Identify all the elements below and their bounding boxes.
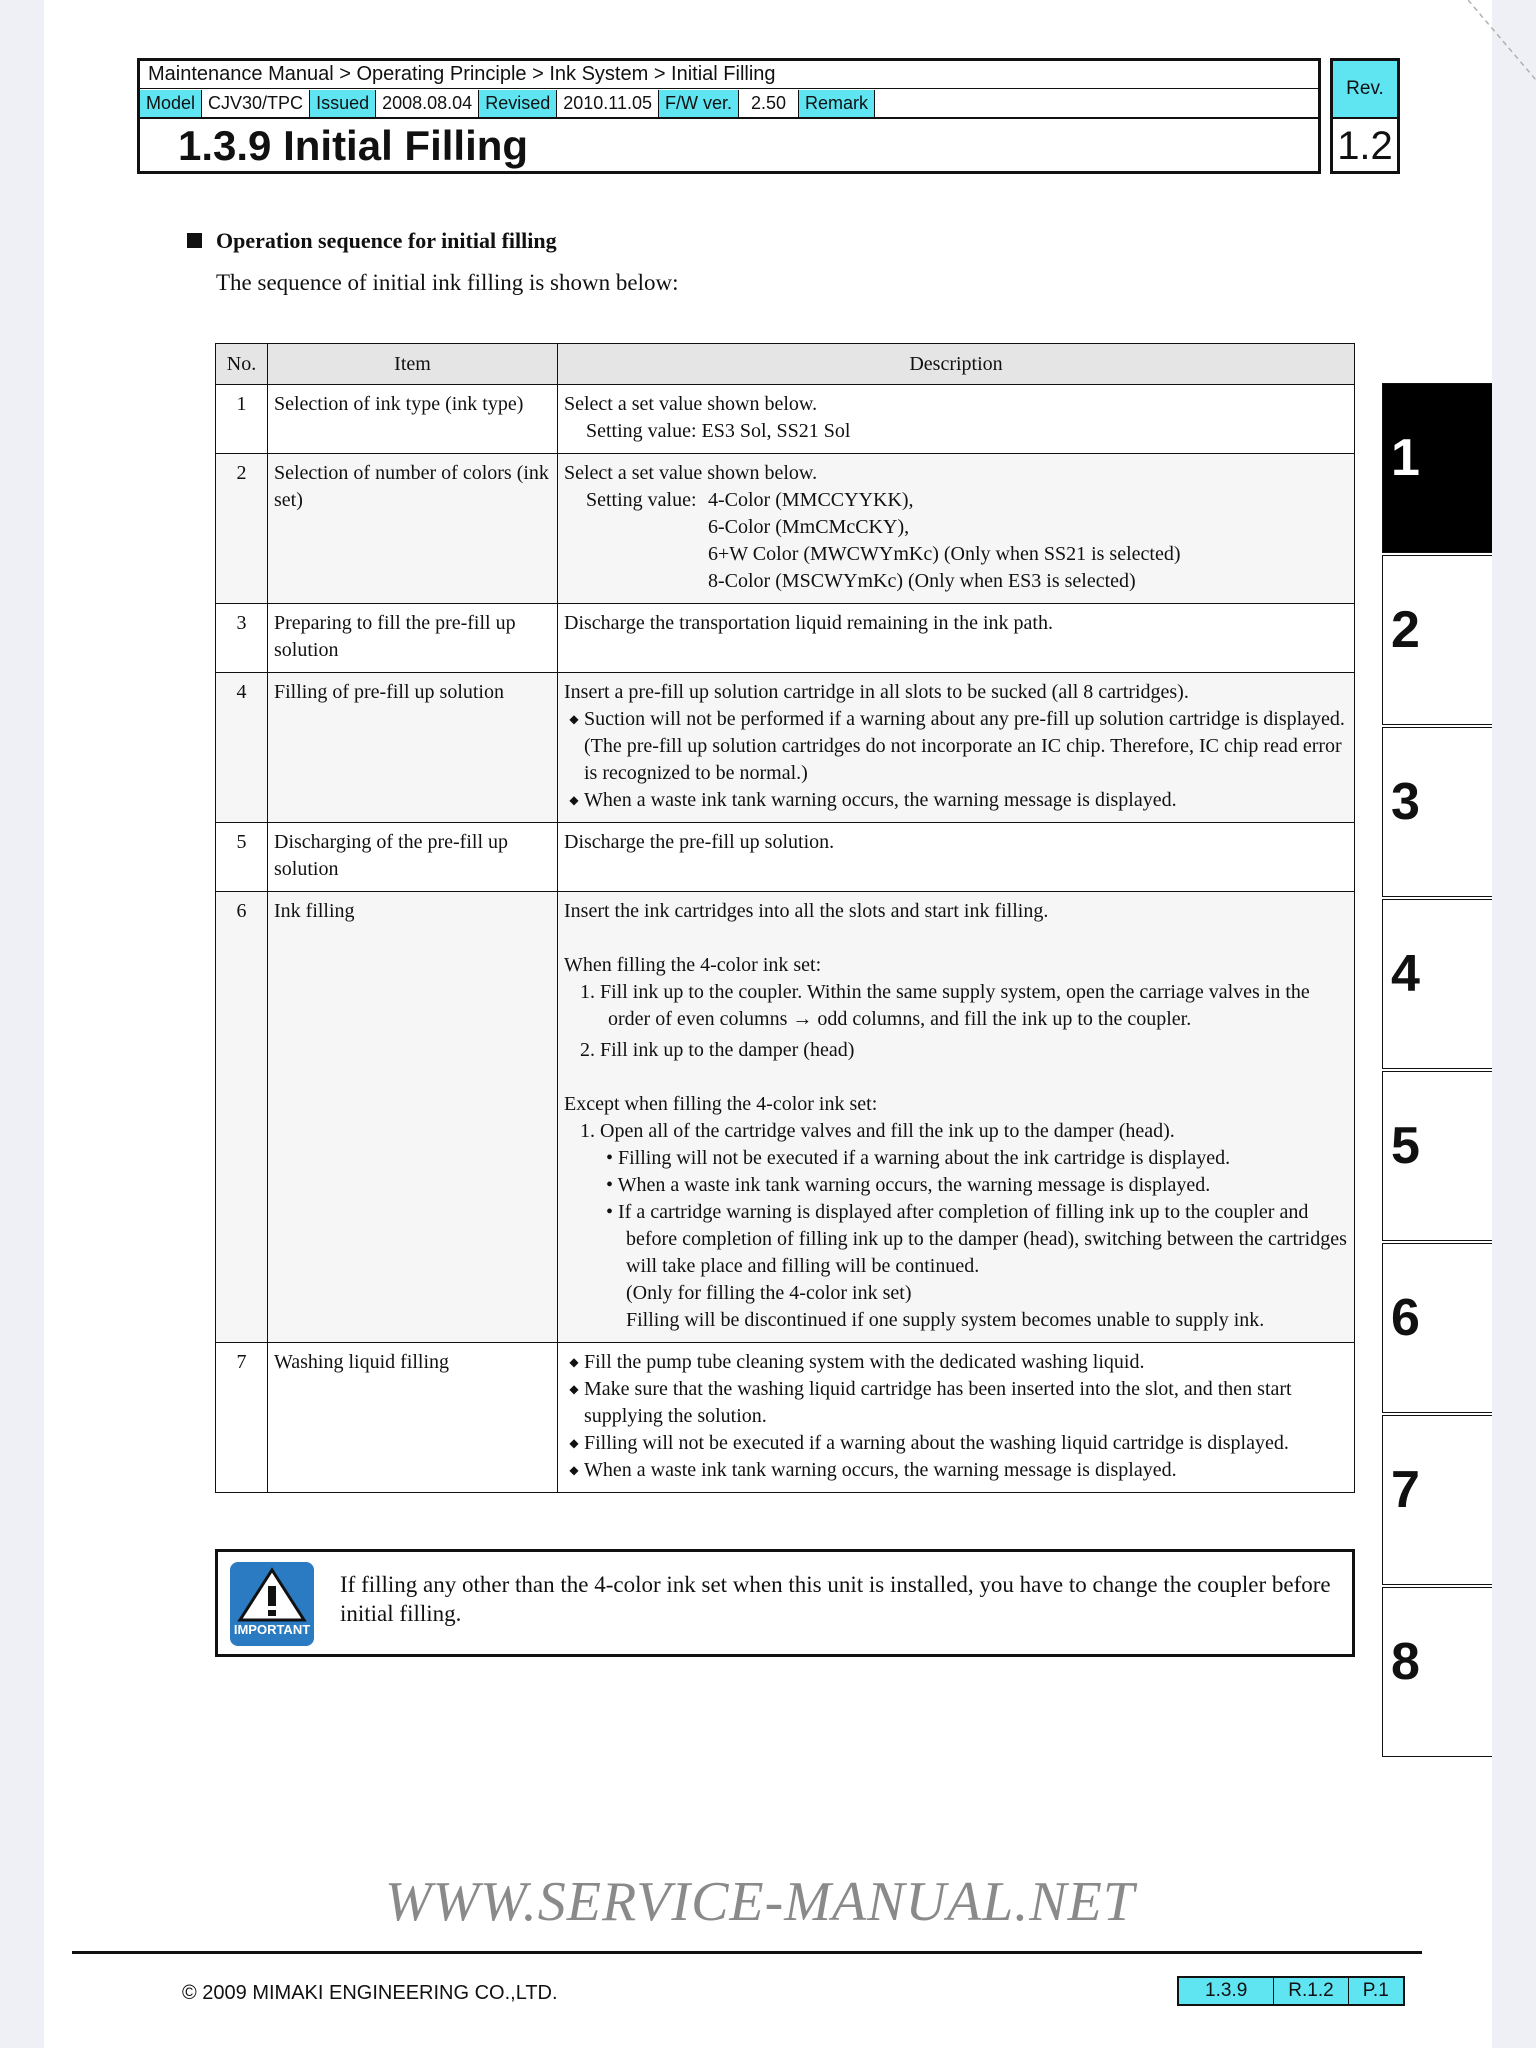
table-row xyxy=(216,385,1355,454)
table-row xyxy=(216,454,1355,604)
model-value: CJV30/TPC xyxy=(202,90,310,117)
row-item: Selection of ink type (ink type) xyxy=(268,385,558,454)
desc-line: Insert the ink cartridges into all the slots and start ink filling. xyxy=(564,900,1049,922)
diamond-bullet-item: ◆ When a waste ink tank warning occurs, the warning message is displayed. xyxy=(564,1457,1348,1484)
copyright: © 2009 MIMAKI ENGINEERING CO.,LTD. xyxy=(182,1982,558,2004)
chapter-tab-6[interactable]: 6 xyxy=(1382,1243,1492,1413)
row-description xyxy=(558,673,1355,823)
page-reference xyxy=(1177,1976,1405,2006)
chapter-tab-5[interactable]: 5 xyxy=(1382,1071,1492,1241)
row-description xyxy=(558,1343,1355,1493)
fw-label: F/W ver. xyxy=(659,90,739,117)
chapter-tab-4[interactable]: 4 xyxy=(1382,899,1492,1069)
important-text: If filling any other than the 4-color ink set when this unit is installed, you have to change the coupler before initial filling. xyxy=(340,1572,1331,1626)
footer-section: 1.3.9 xyxy=(1179,1978,1274,2004)
desc-line: Select a set value shown below. xyxy=(564,462,818,484)
header-no: No. xyxy=(216,344,268,385)
important-warning-icon xyxy=(230,1562,314,1646)
row-item: Ink filling xyxy=(268,892,558,1343)
row-description xyxy=(558,604,1355,673)
footer-revision: R.1.2 xyxy=(1274,1978,1348,2004)
row-no: 1 xyxy=(216,385,268,454)
table-row xyxy=(216,1343,1355,1493)
issued-label: Issued xyxy=(310,90,376,117)
chapter-tab-7[interactable]: 7 xyxy=(1382,1415,1492,1585)
diamond-bullet-item: ◆ Suction will not be performed if a warning about any pre-fill up solution cartridge is displayed. (The pre-fill up solution cartridges do not incorporate an IC chip. Therefore, IC chip read error is recognized to be normal.) xyxy=(564,706,1348,787)
option-text: 4-Color (MMCCYYKK), xyxy=(708,489,914,511)
row-item: Preparing to fill the pre-fill up solution xyxy=(268,604,558,673)
remark-label: Remark xyxy=(799,90,875,117)
numbered-step: 2. Fill ink up to the damper (head) xyxy=(580,1039,855,1061)
header-meta xyxy=(140,90,1318,119)
table-row xyxy=(216,673,1355,823)
row-description xyxy=(558,454,1355,604)
fw-value: 2.50 xyxy=(739,90,799,117)
desc-line: Except when filling the 4-color ink set: xyxy=(564,1093,878,1115)
row-item: Washing liquid filling xyxy=(268,1343,558,1493)
page-corner-decoration xyxy=(1468,0,1536,90)
table-row xyxy=(216,823,1355,892)
revision-box xyxy=(1330,58,1400,174)
desc-line: Setting value: ES3 Sol, SS21 Sol xyxy=(586,420,851,442)
square-bullet-icon xyxy=(187,233,202,248)
desc-line: Insert a pre-fill up solution cartridge in all slots to be sucked (all 8 cartridges). xyxy=(564,681,1189,703)
diamond-bullet-item: ◆ Fill the pump tube cleaning system with the dedicated washing liquid. xyxy=(564,1349,1348,1376)
desc-line xyxy=(564,487,1348,514)
header-description: Description xyxy=(558,344,1355,385)
row-item: Discharging of the pre-fill up solution xyxy=(268,823,558,892)
chapter-tab-2[interactable]: 2 xyxy=(1382,555,1492,725)
numbered-step: 1. Fill ink up to the coupler. Within the same supply system, open the carriage valves in the order of even columns → odd columns, and fill the ink up to the coupler. xyxy=(580,981,1310,1030)
row-item: Filling of pre-fill up solution xyxy=(268,673,558,823)
setting-label: Setting value: xyxy=(586,489,697,511)
row-no: 3 xyxy=(216,604,268,673)
revised-label: Revised xyxy=(479,90,557,117)
dot-bullet-item: • If a cartridge warning is displayed after completion of filling ink up to the coupler and before completion of filling ink up to the damper (head), switching between the cartridges will take place and filling will be continued. xyxy=(606,1201,1347,1277)
section-heading-text: Operation sequence for initial filling xyxy=(216,228,557,253)
chapter-tab-3[interactable]: 3 xyxy=(1382,727,1492,897)
breadcrumb: Maintenance Manual > Operating Principle > Ink System > Initial Filling xyxy=(140,61,1318,89)
row-description xyxy=(558,385,1355,454)
chapter-tab-8[interactable]: 8 xyxy=(1382,1587,1492,1757)
desc-line: Filling will be discontinued if one supply system becomes unable to supply ink. xyxy=(626,1309,1265,1331)
revised-value: 2010.11.05 xyxy=(557,90,659,117)
table-row xyxy=(216,892,1355,1343)
desc-line: 8-Color (MSCWYmKc) (Only when ES3 is selected) xyxy=(708,570,1136,592)
chapter-tab-1[interactable]: 1 xyxy=(1382,383,1492,553)
desc-line: Discharge the pre-fill up solution. xyxy=(564,831,835,853)
row-no: 7 xyxy=(216,1343,268,1493)
footer-divider xyxy=(72,1951,1422,1954)
row-item: Selection of number of colors (ink set) xyxy=(268,454,558,604)
page-title: 1.3.9 Initial Filling xyxy=(178,122,529,169)
rev-label: Rev. xyxy=(1333,61,1397,119)
section-intro: The sequence of initial ink filling is shown below: xyxy=(216,270,679,295)
important-note xyxy=(215,1549,1355,1657)
row-no: 6 xyxy=(216,892,268,1343)
desc-line: 6+W Color (MWCWYmKc) (Only when SS21 is selected) xyxy=(708,543,1181,565)
row-description xyxy=(558,892,1355,1343)
diamond-bullet-item: ◆ When a waste ink tank warning occurs, the warning message is displayed. xyxy=(564,787,1348,814)
header-item: Item xyxy=(268,344,558,385)
row-no: 4 xyxy=(216,673,268,823)
desc-line: When filling the 4-color ink set: xyxy=(564,954,822,976)
section-heading xyxy=(187,228,557,254)
important-icon-label: IMPORTANT xyxy=(233,1622,311,1637)
dot-bullet-item: • Filling will not be executed if a warning about the ink cartridge is displayed. xyxy=(606,1147,1231,1169)
watermark: WWW.SERVICE-MANUAL.NET xyxy=(385,1871,1135,1933)
table-row xyxy=(216,604,1355,673)
numbered-step: 1. Open all of the cartridge valves and fill the ink up to the damper (head). xyxy=(580,1120,1175,1142)
desc-line: Select a set value shown below. xyxy=(564,393,818,415)
model-label: Model xyxy=(140,90,202,117)
row-no: 5 xyxy=(216,823,268,892)
issued-value: 2008.08.04 xyxy=(376,90,479,117)
dot-bullet-item: • When a waste ink tank warning occurs, the warning message is displayed. xyxy=(606,1174,1211,1196)
row-description xyxy=(558,823,1355,892)
table-header-row xyxy=(216,344,1355,385)
rev-value: 1.2 xyxy=(1337,124,1393,168)
desc-line: (Only for filling the 4-color ink set) xyxy=(626,1282,912,1304)
diamond-bullet-item: ◆ Filling will not be executed if a warning about the washing liquid cartridge is displayed. xyxy=(564,1430,1348,1457)
row-no: 2 xyxy=(216,454,268,604)
document-header xyxy=(137,58,1321,174)
footer-page: P.1 xyxy=(1362,1980,1389,2001)
diamond-bullet-item: ◆ Make sure that the washing liquid cartridge has been inserted into the slot, and then start supplying the solution. xyxy=(564,1376,1348,1430)
chapter-tabs xyxy=(1382,383,1492,1759)
desc-line: 6-Color (MmCMcCKY), xyxy=(708,516,910,538)
desc-line: Discharge the transportation liquid remaining in the ink path. xyxy=(564,612,1053,634)
filling-sequence-table xyxy=(215,343,1355,1493)
